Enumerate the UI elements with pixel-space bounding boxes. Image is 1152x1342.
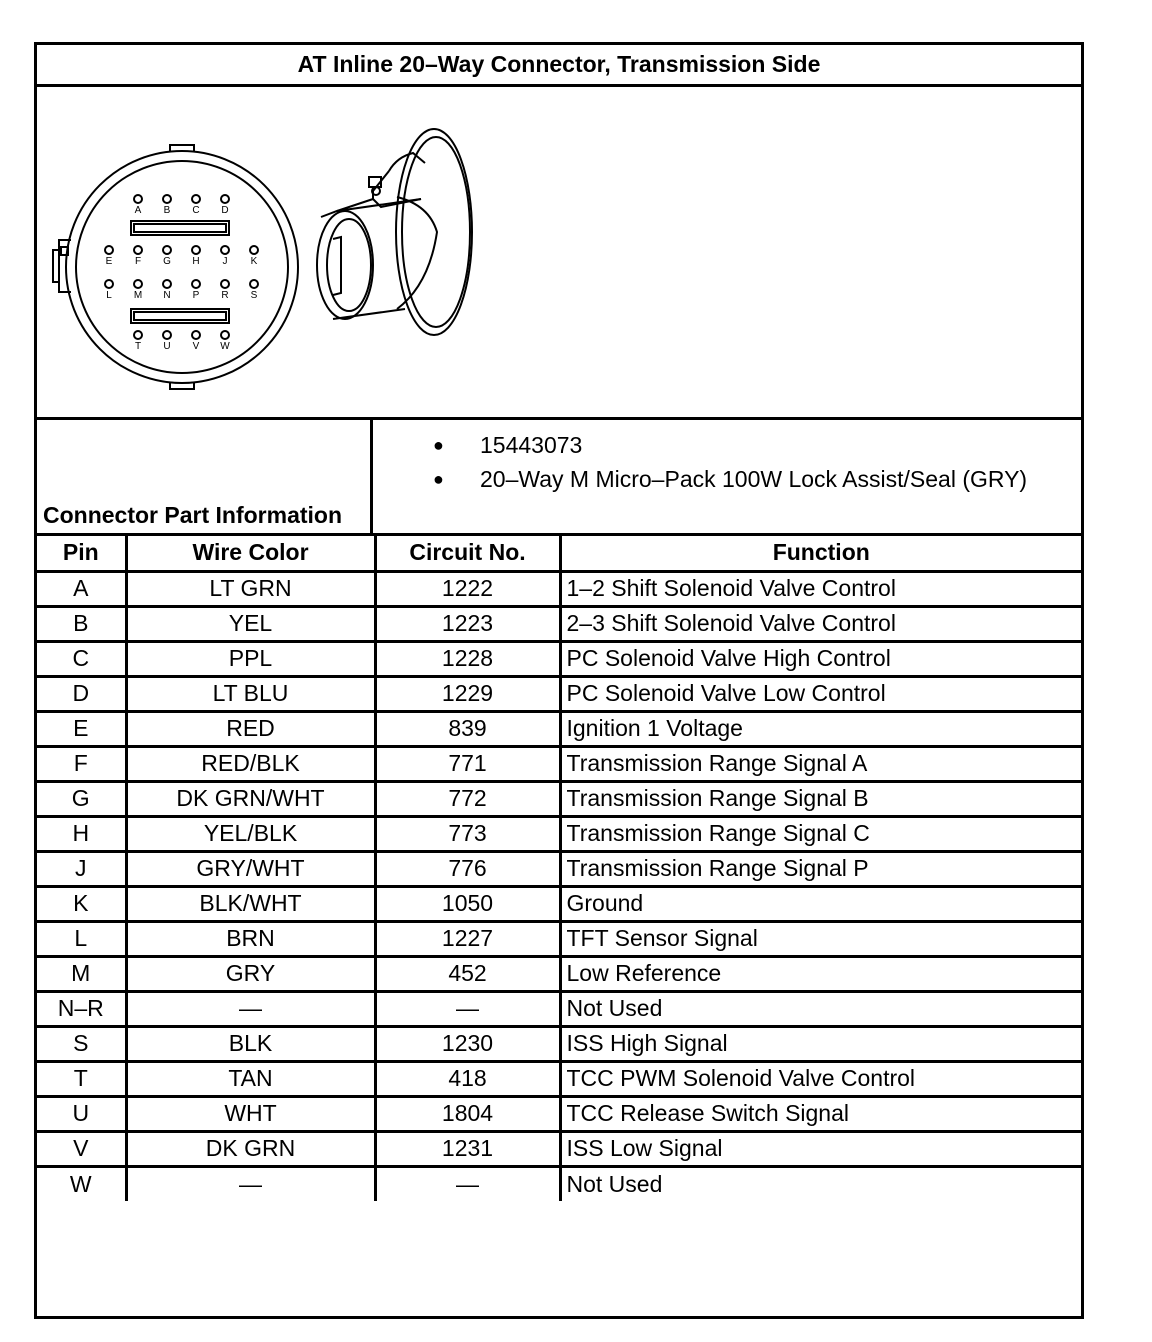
table-row: [37, 1026, 1081, 1061]
cavity-label: C: [192, 205, 200, 216]
table-row: [37, 641, 1081, 676]
cavity-label: B: [163, 205, 171, 216]
pin-cell: T: [37, 1061, 126, 1096]
cavity-hole: [105, 280, 113, 288]
circuit-cell: 1227: [375, 921, 560, 956]
function-cell: 1–2 Shift Solenoid Valve Control: [560, 571, 1081, 606]
function-cell: Ground: [560, 886, 1081, 921]
function-cell: Low Reference: [560, 956, 1081, 991]
function-cell: 2–3 Shift Solenoid Valve Control: [560, 606, 1081, 641]
cavity-hole: [134, 195, 142, 203]
pin-cell: K: [37, 886, 126, 921]
wire-color-cell: BLK/WHT: [126, 886, 375, 921]
cavity-label: N: [163, 290, 171, 301]
bullet-icon: ●: [433, 469, 444, 489]
wire-color-cell: LT BLU: [126, 676, 375, 711]
circuit-cell: 1050: [375, 886, 560, 921]
wire-color-cell: GRY/WHT: [126, 851, 375, 886]
pin-cell: B: [37, 606, 126, 641]
pin-cell: F: [37, 746, 126, 781]
table-row: [37, 851, 1081, 886]
circuit-cell: 1222: [375, 571, 560, 606]
cavity-hole: [192, 280, 200, 288]
function-cell: PC Solenoid Valve High Control: [560, 641, 1081, 676]
table-row: [37, 711, 1081, 746]
circuit-cell: —: [375, 991, 560, 1026]
circuit-cell: 1228: [375, 641, 560, 676]
cavity-label: A: [134, 205, 142, 216]
cavity-hole: [134, 246, 142, 254]
table-row: [37, 606, 1081, 641]
part-info-item: ● 20–Way M Micro–Pack 100W Lock Assist/Seal (GRY): [373, 462, 1081, 496]
table-row: [37, 746, 1081, 781]
bullet-icon: ●: [433, 435, 444, 455]
function-cell: TCC Release Switch Signal: [560, 1096, 1081, 1131]
part-information-list: [373, 420, 1081, 541]
cavity-hole: [221, 246, 229, 254]
table-row: [37, 1096, 1081, 1131]
part-information-label: [37, 420, 373, 533]
cavity-hole: [134, 280, 142, 288]
pin-cell: G: [37, 781, 126, 816]
circuit-cell: 1230: [375, 1026, 560, 1061]
connector-title: AT Inline 20–Way Connector, Transmission Side: [37, 45, 1081, 87]
wire-color-cell: —: [126, 991, 375, 1026]
cavity-hole: [163, 195, 171, 203]
cavity-hole: [250, 246, 258, 254]
pin-cell: W: [37, 1166, 126, 1201]
cavity-hole: [163, 246, 171, 254]
function-cell: TFT Sensor Signal: [560, 921, 1081, 956]
header-circuit-no: Circuit No.: [375, 536, 560, 571]
connector-outer-ring: [66, 151, 298, 383]
cavity-label: W: [220, 341, 230, 352]
cavity-label: G: [163, 256, 171, 267]
function-cell: Transmission Range Signal B: [560, 781, 1081, 816]
function-cell: Transmission Range Signal C: [560, 816, 1081, 851]
cavity-label: J: [222, 256, 228, 267]
wire-color-cell: RED: [126, 711, 375, 746]
cavity-label: L: [106, 290, 112, 301]
circuit-cell: 1804: [375, 1096, 560, 1131]
circuit-cell: 776: [375, 851, 560, 886]
part-info-item: ● 15443073: [373, 428, 1081, 462]
function-cell: Ignition 1 Voltage: [560, 711, 1081, 746]
wire-color-cell: BLK: [126, 1026, 375, 1061]
circuit-cell: 418: [375, 1061, 560, 1096]
cavity-label: E: [105, 256, 113, 267]
wire-color-cell: DK GRN/WHT: [126, 781, 375, 816]
pin-cell: A: [37, 571, 126, 606]
table-row: [37, 816, 1081, 851]
cavity-label: M: [133, 290, 143, 301]
pinout-table: [37, 536, 1081, 1201]
cavity-label: H: [192, 256, 200, 267]
cavity-labels: [106, 205, 258, 352]
circuit-cell: 772: [375, 781, 560, 816]
cavity-hole: [105, 246, 113, 254]
pin-cell: H: [37, 816, 126, 851]
connector-sheet: [34, 42, 1084, 1319]
pin-cell: E: [37, 711, 126, 746]
pin-cell: J: [37, 851, 126, 886]
wire-color-cell: —: [126, 1166, 375, 1201]
wire-color-cell: DK GRN: [126, 1131, 375, 1166]
circuit-cell: 1229: [375, 676, 560, 711]
table-row: [37, 676, 1081, 711]
cavity-holes: [105, 195, 258, 339]
wire-color-cell: LT GRN: [126, 571, 375, 606]
wire-color-cell: WHT: [126, 1096, 375, 1131]
pin-cell: M: [37, 956, 126, 991]
cavity-hole: [192, 331, 200, 339]
cavity-hole: [221, 280, 229, 288]
wire-color-cell: YEL: [126, 606, 375, 641]
cavity-hole: [192, 195, 200, 203]
table-row: [37, 921, 1081, 956]
table-row: [37, 781, 1081, 816]
table-row: [37, 1166, 1081, 1201]
cavity-hole: [192, 246, 200, 254]
pin-cell: S: [37, 1026, 126, 1061]
circuit-cell: 1231: [375, 1131, 560, 1166]
function-cell: ISS Low Signal: [560, 1131, 1081, 1166]
cavity-label: V: [192, 341, 200, 352]
cavity-hole: [250, 280, 258, 288]
header-pin: Pin: [37, 536, 126, 571]
function-cell: Transmission Range Signal P: [560, 851, 1081, 886]
pin-cell: V: [37, 1131, 126, 1166]
pin-cell: C: [37, 641, 126, 676]
circuit-cell: —: [375, 1166, 560, 1201]
pin-cell: L: [37, 921, 126, 956]
cavity-hole: [134, 331, 142, 339]
table-row: [37, 886, 1081, 921]
cavity-label: P: [192, 290, 200, 301]
cavity-label: K: [250, 256, 258, 267]
cavity-label: S: [250, 290, 258, 301]
circuit-cell: 839: [375, 711, 560, 746]
table-row: [37, 1131, 1081, 1166]
pin-cell: N–R: [37, 991, 126, 1026]
cavity-label: U: [163, 341, 171, 352]
header-function: Function: [560, 536, 1081, 571]
table-header-row: [37, 536, 1081, 571]
function-cell: Transmission Range Signal A: [560, 746, 1081, 781]
function-cell: PC Solenoid Valve Low Control: [560, 676, 1081, 711]
connector-illustration: [37, 87, 1081, 417]
header-wire-color: Wire Color: [126, 536, 375, 571]
wire-color-cell: PPL: [126, 641, 375, 676]
circuit-cell: 773: [375, 816, 560, 851]
connector-side-view: [317, 129, 472, 335]
function-cell: Not Used: [560, 1166, 1081, 1201]
table-row: [37, 991, 1081, 1026]
cavity-label: T: [134, 341, 142, 352]
part-information-label-text: Connector Part Information: [43, 502, 343, 528]
connector-figure: [37, 87, 1081, 420]
wire-color-cell: TAN: [126, 1061, 375, 1096]
table-row: [37, 956, 1081, 991]
function-cell: Not Used: [560, 991, 1081, 1026]
circuit-cell: 452: [375, 956, 560, 991]
pin-cell: D: [37, 676, 126, 711]
wire-color-cell: YEL/BLK: [126, 816, 375, 851]
circuit-cell: 771: [375, 746, 560, 781]
cavity-label: R: [221, 290, 229, 301]
pin-cell: U: [37, 1096, 126, 1131]
wire-color-cell: RED/BLK: [126, 746, 375, 781]
wire-color-cell: GRY: [126, 956, 375, 991]
function-cell: TCC PWM Solenoid Valve Control: [560, 1061, 1081, 1096]
part-information: [37, 420, 1081, 536]
connector-inner-ring: [76, 161, 288, 373]
cavity-hole: [221, 195, 229, 203]
cavity-hole: [163, 280, 171, 288]
wire-color-cell: BRN: [126, 921, 375, 956]
circuit-cell: 1223: [375, 606, 560, 641]
cavity-hole: [221, 331, 229, 339]
function-cell: ISS High Signal: [560, 1026, 1081, 1061]
table-row: [37, 571, 1081, 606]
cavity-label: D: [221, 205, 229, 216]
table-row: [37, 1061, 1081, 1096]
cavity-hole: [163, 331, 171, 339]
cavity-label: F: [134, 256, 142, 267]
